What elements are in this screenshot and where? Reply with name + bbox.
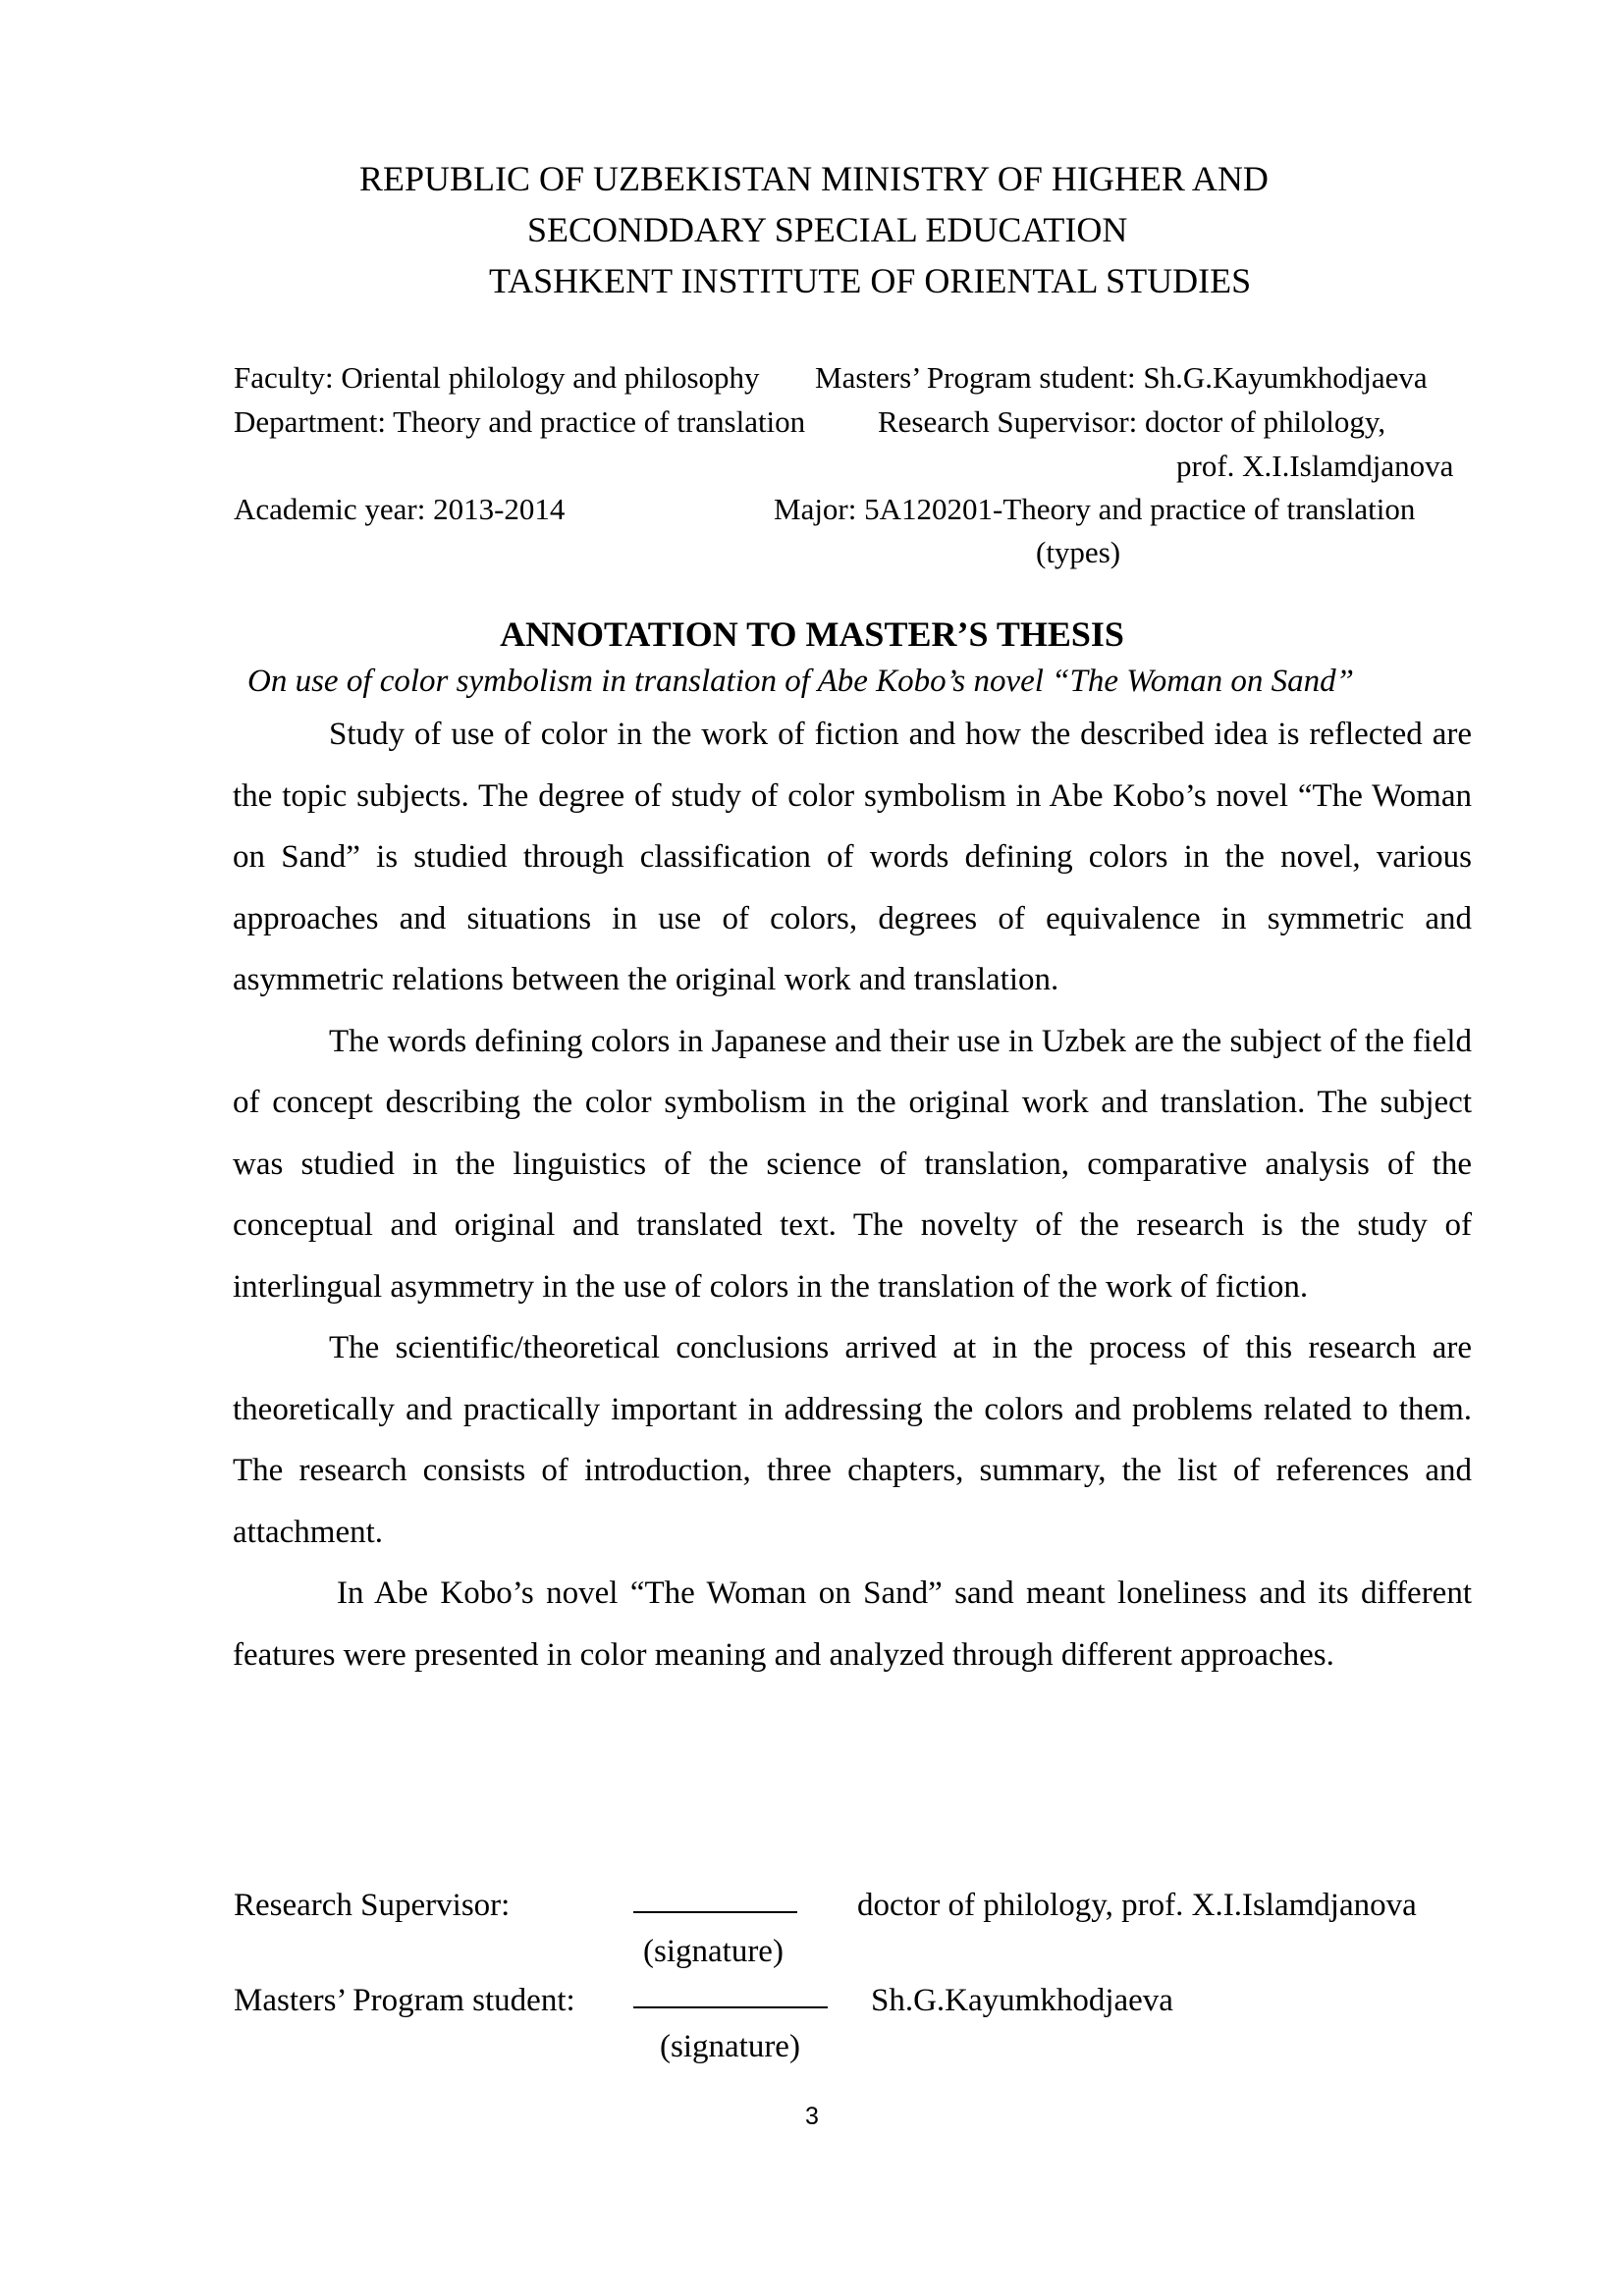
header-line-3: TASHKENT INSTITUTE OF ORIENTAL STUDIES (489, 261, 1252, 300)
thesis-subtitle: On use of color symbolism in translation of Abe Kobo’s novel “The Woman on Sand” (247, 664, 1354, 699)
major-info: Major: 5A120201-Theory and practice of translation (774, 492, 1416, 526)
supervisor-signature-name: doctor of philology, prof. X.I.Islamdjanova (857, 1888, 1417, 1923)
signature-caption: (signature) (660, 2029, 800, 2064)
signature-caption: (signature) (643, 1934, 784, 1969)
page-number: 3 (805, 2103, 819, 2130)
annotation-body (233, 704, 1472, 1685)
supervisor-signature-line (633, 1911, 797, 1913)
thesis-title: ANNOTATION TO MASTER’S THESIS (500, 614, 1124, 654)
paragraph: The words defining colors in Japanese and their use in Uzbek are the subject of the field of concept describing the color symbolism in the original work and translation. The subject was studied in the linguistics of the science of translation, comparative analysis of the conceptual and original and translated text. The novelty of the research is the study of interlingual asymmetry in the use of colors in the translation of the work of fiction. (233, 1023, 1472, 1305)
academic-year: Academic year: 2013-2014 (234, 492, 566, 526)
student-info: Masters’ Program student: Sh.G.Kayumkhodjaeva (815, 360, 1428, 395)
header-line-2: SECONDDARY SPECIAL EDUCATION (527, 210, 1128, 249)
student-signature-label: Masters’ Program student: (234, 1983, 575, 2018)
paragraph: The scientific/theoretical conclusions arrived at in the process of this research are theoretically and practically important in addressing the colors and problems related to them. The research consists of introduction, three chapters, summary, the list of references and attachment. (233, 1330, 1472, 1550)
major-types: (types) (1036, 535, 1121, 569)
department-label: Department: Theory and practice of translation (234, 404, 806, 439)
faculty-label: Faculty: Oriental philology and philosophy (234, 360, 760, 395)
paragraph: Study of use of color in the work of fiction and how the described idea is reflected are the topic subjects. The degree of study of color symbolism in Abe Kobo’s novel “The Woman on Sand” is studied through classification of words defining colors in the novel, various approaches and situations in use of colors, degrees of equivalence in symmetric and asymmetric relations between the original work and translation. (233, 717, 1472, 997)
supervisor-signature-label: Research Supervisor: (234, 1888, 511, 1923)
paragraph: In Abe Kobo’s novel “The Woman on Sand” sand meant loneliness and its different features were presented in color meaning and analyzed through different approaches. (233, 1575, 1472, 1673)
student-signature-name: Sh.G.Kayumkhodjaeva (871, 1983, 1173, 2018)
student-signature-line (633, 2006, 828, 2008)
supervisor-info: Research Supervisor: doctor of philology, (878, 404, 1386, 439)
supervisor-name: prof. X.I.Islamdjanova (1176, 449, 1454, 483)
header-line-1: REPUBLIC OF UZBEKISTAN MINISTRY OF HIGHER AND (359, 159, 1269, 198)
